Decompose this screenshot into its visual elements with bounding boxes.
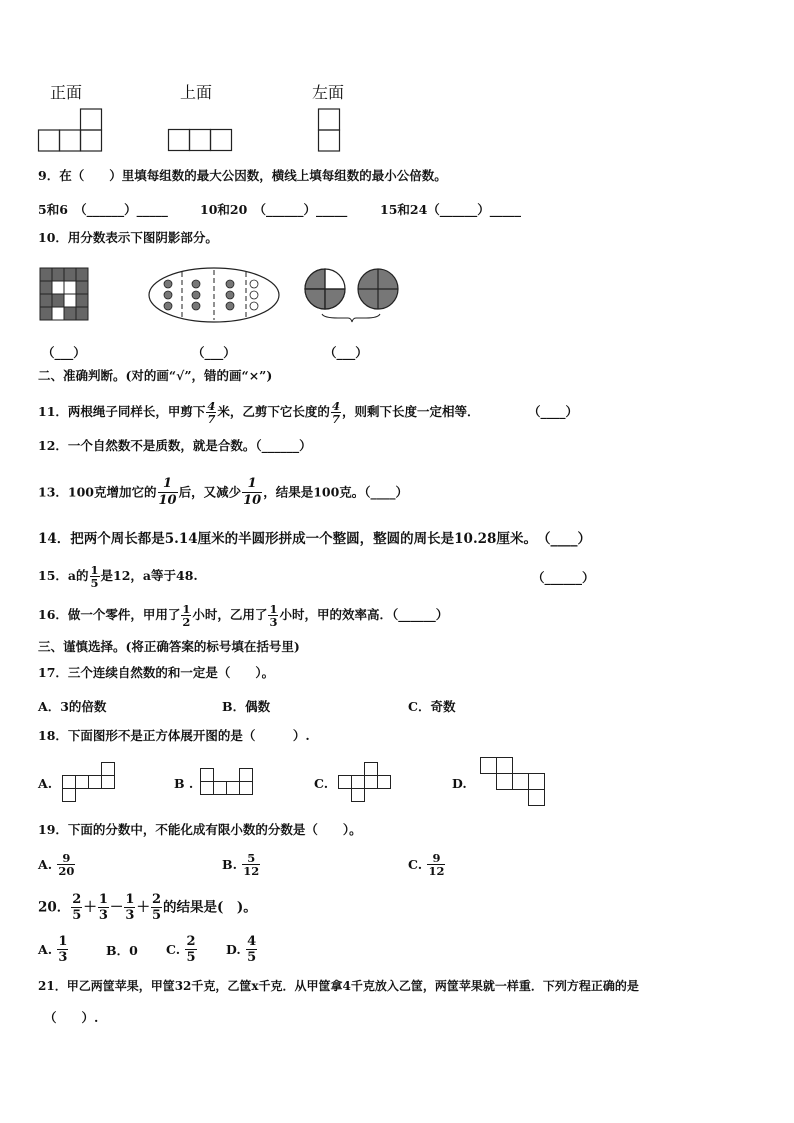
- q16-pre: 16．做一个零件，甲用了: [38, 607, 181, 622]
- oval-dots-figure: [148, 266, 280, 324]
- q18-option-a-label: A.: [38, 776, 53, 791]
- q9-text: 9．在（ ）里填每组数的最大公因数，横线上填每组数的最小公倍数。: [38, 168, 447, 183]
- section-3-heading: 三、谨慎选择。(将正确答案的标号填在括号里): [38, 639, 300, 654]
- q15-blank: （______）: [532, 570, 595, 585]
- q12: 12．一个自然数不是质数，就是合数。（______）: [38, 438, 312, 453]
- top-view-label: 上面: [180, 83, 213, 102]
- q11-pre: 11．两根绳子同样长，甲剪下: [38, 404, 206, 419]
- q17-option-b: B．偶数: [222, 699, 271, 714]
- front-view-label: 正面: [50, 83, 83, 102]
- q15-pre: 15．a的: [38, 568, 89, 583]
- circles-fraction-figure: [304, 268, 402, 324]
- q16-post: 小时，甲的效率高．（______）: [279, 607, 449, 622]
- q15: [38, 564, 198, 589]
- q13-fraction-2: $\frac{1}{10}$: [243, 476, 262, 508]
- q18-option-a-net: [62, 762, 118, 804]
- q18-text: 18．下面图形不是正方体展开图的是（ ）.: [38, 728, 310, 743]
- q19-option-c: C. $\frac{9}{12}$: [408, 851, 445, 878]
- q9-c: 15和24（______）_____: [380, 202, 522, 217]
- q21-line-2: （ ）.: [44, 1010, 99, 1025]
- q20-option-a: A. $\frac{1}{3}$: [38, 934, 68, 965]
- q10-blank-3: （___）: [324, 345, 368, 360]
- q20-option-b: B．0: [106, 943, 138, 958]
- q13-mid: 后，又减少: [178, 484, 242, 500]
- q19-option-a: A. $\frac{9}{20}$: [38, 851, 75, 878]
- q20-option-c: C. $\frac{2}{5}$: [166, 934, 196, 965]
- q16-fraction-2: $\frac{1}{3}$: [269, 602, 278, 629]
- q16: [38, 603, 448, 628]
- top-view-figure: [168, 129, 234, 153]
- q11: [38, 400, 479, 425]
- left-view-label: 左面: [312, 83, 345, 102]
- q18-option-c-label: C.: [314, 776, 329, 791]
- q18-option-d-label: D.: [452, 776, 467, 791]
- q15-post: 是12，a等于48.: [100, 568, 198, 583]
- q18-option-b-label: B .: [174, 776, 194, 791]
- checker-grid-figure: [40, 268, 90, 322]
- q19-option-b: B. $\frac{5}{12}$: [222, 851, 260, 878]
- q20: 20． $\frac{2}{5}$ ＋ $\frac{1}{3}$ － $\frac{1}{3}$ ＋ $\frac{2}{5}$ 的结果是( )。: [38, 892, 257, 923]
- q16-fraction-1: $\frac{1}{2}$: [182, 602, 191, 629]
- q13: [38, 476, 408, 516]
- q18-option-b-net: [200, 768, 256, 798]
- q19-text: 19．下面的分数中，不能化成有限小数的分数是（ ）。: [38, 822, 362, 837]
- q13-fraction-1: $\frac{1}{10}$: [158, 476, 177, 508]
- q15-fraction: $\frac{1}{5}$: [90, 563, 99, 590]
- q16-mid: 小时，乙用了: [192, 607, 268, 622]
- left-view-figure: [318, 108, 342, 154]
- q21-line-1: 21．甲乙两筐苹果，甲筐32千克，乙筐x千克．从甲筐拿4千克放入乙筐，两筐苹果就一样重．下列方程正确的是: [38, 979, 639, 993]
- q17-option-c: C．奇数: [408, 699, 456, 714]
- q9-a: 5和6 （______）_____: [38, 202, 168, 217]
- q10-blank-1: （___）: [42, 345, 86, 360]
- q13-pre: 13．100克增加它的: [38, 484, 157, 500]
- q9-b: 10和20 （______）_____: [200, 202, 348, 217]
- q11-fraction-1: $\frac{4}{7}$: [207, 399, 216, 426]
- q10-blank-2: （___）: [192, 345, 236, 360]
- q11-blank: （____）: [528, 404, 579, 419]
- q13-post: ，结果是100克。（____）: [263, 484, 409, 500]
- q17-text: 17．三个连续自然数的和一定是（ ）。: [38, 665, 275, 680]
- front-view-figure: [38, 108, 104, 154]
- q18-option-d-net: [480, 757, 548, 809]
- q11-mid: 米，乙剪下它长度的: [217, 404, 330, 419]
- section-2-heading: 二、准确判断。(对的画“√”，错的画“×”): [38, 368, 273, 383]
- q18-option-c-net: [338, 762, 394, 804]
- q20-option-d: D. $\frac{4}{5}$: [226, 934, 257, 965]
- q14: 14．把两个周长都是5.14厘米的半圆形拼成一个整圆，整圆的周长是10.28厘米。 （____）: [38, 531, 591, 547]
- q17-option-a: A．3的倍数: [38, 699, 107, 714]
- q10-text: 10．用分数表示下图阴影部分。: [38, 230, 218, 245]
- q11-fraction-2: $\frac{4}{7}$: [331, 399, 340, 426]
- q11-post: ，则剩下长度一定相等．: [341, 404, 480, 419]
